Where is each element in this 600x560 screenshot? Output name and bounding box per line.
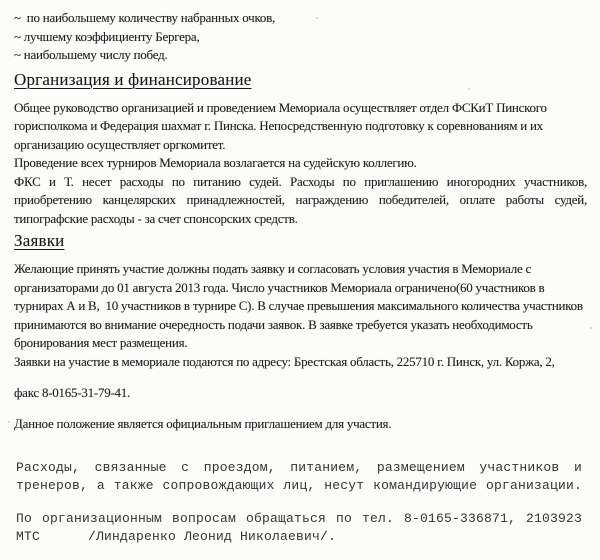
- text-line: принимаются во внимание очередность подачи заявок. В заявке требуется указать необходимость: [14, 316, 533, 332]
- application-address-line: Заявки на участие в мемориале подаются по адресу: Брестская область, 225710 г. Пинск, ул. Коржа, 2,: [14, 353, 555, 369]
- text-line: Проведение всех турниров Мемориала возлагается на судейскую коллегию.: [14, 155, 417, 170]
- text-line: Желающие принять участие должны подать заявку и согласовать условия участия в Мемориале с: [14, 261, 532, 276]
- text-line: бронирования мест размещения.: [14, 335, 188, 350]
- scan-speck: [590, 327, 592, 329]
- typed-phone-line: По организационным вопросам обращаться по тел. 8-0165-336871, 2103923: [16, 511, 582, 526]
- scan-speck: [8, 421, 10, 423]
- text-line: приобретению канцелярских принадлежностей, награждению победителей, оплате работы судей,: [14, 192, 587, 207]
- tiebreak-item: ~ лучшему коэффициенту Бергера,: [14, 28, 200, 44]
- typed-text-line: тренеров, а также сопровождающих лиц, несут командирующие организации.: [16, 478, 582, 493]
- text-line: ФКС и Т. несет расходы по питанию судей. Расходы по приглашению иногородних участников,: [14, 173, 587, 189]
- section-heading-applications: Заявки: [14, 231, 65, 250]
- fax-number-line: факс 8-0165-31-79-41.: [14, 385, 131, 400]
- tiebreak-item: ~ наибольшему числу побед.: [14, 47, 168, 62]
- text-line: типографские расходы - за счет спонсорских средств.: [14, 210, 298, 226]
- tiebreak-item: ~ по наибольшему количеству набранных очков,: [14, 10, 276, 25]
- applications-paragraph: [14, 260, 587, 371]
- organization-paragraph: [14, 99, 587, 229]
- text-line: организаторами до 01 августа 2013 года. Число участников Мемориала ограничено(60 участников в: [14, 279, 545, 295]
- typed-text-line: Расходы, связанные с проездом, питанием, размещением участников и: [16, 460, 582, 475]
- tiebreak-list: [14, 9, 587, 65]
- official-invitation-line: Данное положение является официальным приглашением для участия.: [14, 415, 392, 431]
- section-heading-organization-financing: Организация и финансирование: [14, 69, 252, 89]
- typed-paragraph-expenses: [14, 459, 587, 495]
- scan-speck: [316, 17, 318, 19]
- typed-paragraph-contacts: [14, 510, 587, 546]
- typed-contact-name-line: МТС /Линдаренко Леонид Николаевич/.: [16, 529, 337, 544]
- text-line: горисполкома и Федерация шахмат г. Пинска. Непосредственную подготовку к соревнованиям и их: [14, 118, 543, 133]
- text-line: организацию осуществляет оргкомитет.: [14, 136, 226, 152]
- text-line: турнирах А и В, 10 участников в турнире С). В случае превышения максимального количества участников: [14, 298, 583, 313]
- scan-speck: [468, 88, 470, 90]
- text-line: Общее руководство организацией и проведением Мемориала осуществляет отдел ФСКиТ Пинского: [14, 99, 547, 115]
